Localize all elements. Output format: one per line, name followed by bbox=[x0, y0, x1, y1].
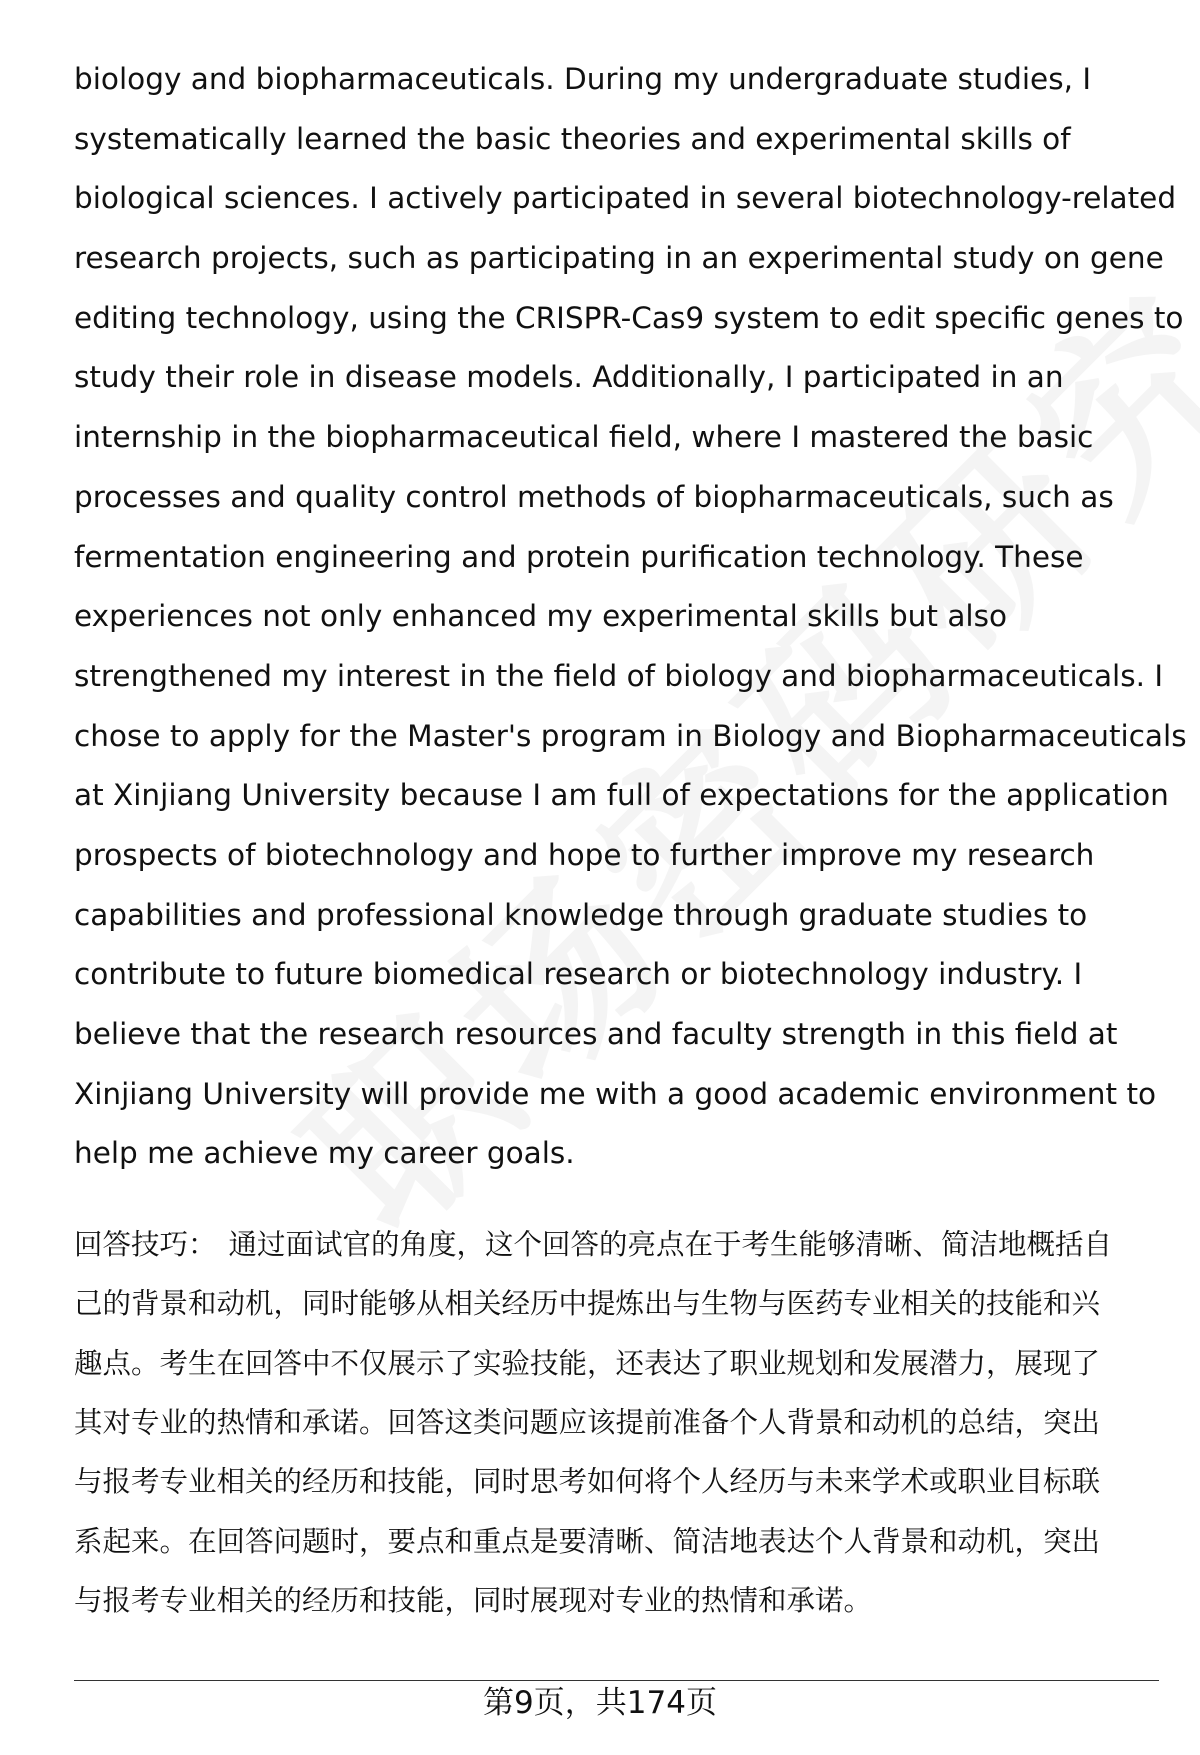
answer-paragraph bbox=[74, 50, 1187, 1184]
tip-line: 与报考专业相关的经历和技能，同时思考如何将个人经历与未来学术或职业目标联 bbox=[74, 1465, 1101, 1499]
answer-line: biology and biopharmaceuticals. During my undergraduate studies, I bbox=[74, 62, 1092, 96]
answer-line: prospects of biotechnology and hope to further improve my research bbox=[74, 837, 1095, 872]
answer-line: help me achieve my career goals. bbox=[74, 1136, 575, 1171]
tip-line: 其对专业的热情和承诺。回答这类问题应该提前准备个人背景和动机的总结，突出 bbox=[74, 1405, 1101, 1439]
answer-line: contribute to future biomedical research or biotechnology industry. I bbox=[74, 957, 1083, 992]
answer-line: systematically learned the basic theories and experimental skills of bbox=[74, 121, 1071, 156]
answer-line: internship in the biopharmaceutical field, where I mastered the basic bbox=[74, 420, 1094, 455]
answer-line: experiences not only enhanced my experimental skills but also bbox=[74, 599, 1008, 634]
answer-line: study their role in disease models. Additionally, I participated in an bbox=[74, 360, 1064, 395]
tip-line: 系起来。在回答问题时，要点和重点是要清晰、简洁地表达个人背景和动机，突出 bbox=[74, 1524, 1101, 1558]
tip-label: 回答技巧： bbox=[74, 1228, 217, 1262]
tip-line-text: 通过面试官的角度，这个回答的亮点在于考生能够清晰、简洁地概括自 bbox=[228, 1228, 1113, 1262]
answer-line: at Xinjiang University because I am full of expectations for the application bbox=[74, 778, 1169, 813]
tip-line bbox=[74, 1215, 1159, 1274]
tip-line: 己的背景和动机，同时能够从相关经历中提炼出与生物与医药专业相关的技能和兴 bbox=[74, 1287, 1101, 1321]
answer-line: believe that the research resources and faculty strength in this field at bbox=[74, 1017, 1118, 1051]
answer-line: strengthened my interest in the field of biology and biopharmaceuticals. I bbox=[74, 658, 1164, 693]
page-number: 第9页，共174页 bbox=[483, 1685, 717, 1721]
answer-tip-paragraph bbox=[74, 1215, 1159, 1630]
page-content bbox=[74, 50, 1187, 1630]
answer-line: editing technology, using the CRISPR-Cas9 system to edit specific genes to bbox=[74, 300, 1184, 335]
answer-line: capabilities and professional knowledge through graduate studies to bbox=[74, 897, 1088, 932]
tip-line: 趣点。考生在回答中不仅展示了实验技能，还表达了职业规划和发展潜力，展现了 bbox=[74, 1346, 1101, 1380]
answer-line: research projects, such as participating in an experimental study on gene bbox=[74, 241, 1164, 276]
answer-line: Xinjiang University will provide me with a good academic environment to bbox=[74, 1076, 1157, 1111]
answer-line: chose to apply for the Master's program in Biology and Biopharmaceuticals bbox=[74, 718, 1187, 753]
answer-line: processes and quality control methods of biopharmaceuticals, such as bbox=[74, 479, 1114, 514]
tip-line: 与报考专业相关的经历和技能，同时展现对专业的热情和承诺。 bbox=[74, 1583, 873, 1617]
answer-line: biological sciences. I actively participated in several biotechnology-related bbox=[74, 181, 1177, 216]
answer-line: fermentation engineering and protein purification technology. These bbox=[74, 539, 1084, 574]
footer-divider bbox=[74, 1680, 1159, 1681]
